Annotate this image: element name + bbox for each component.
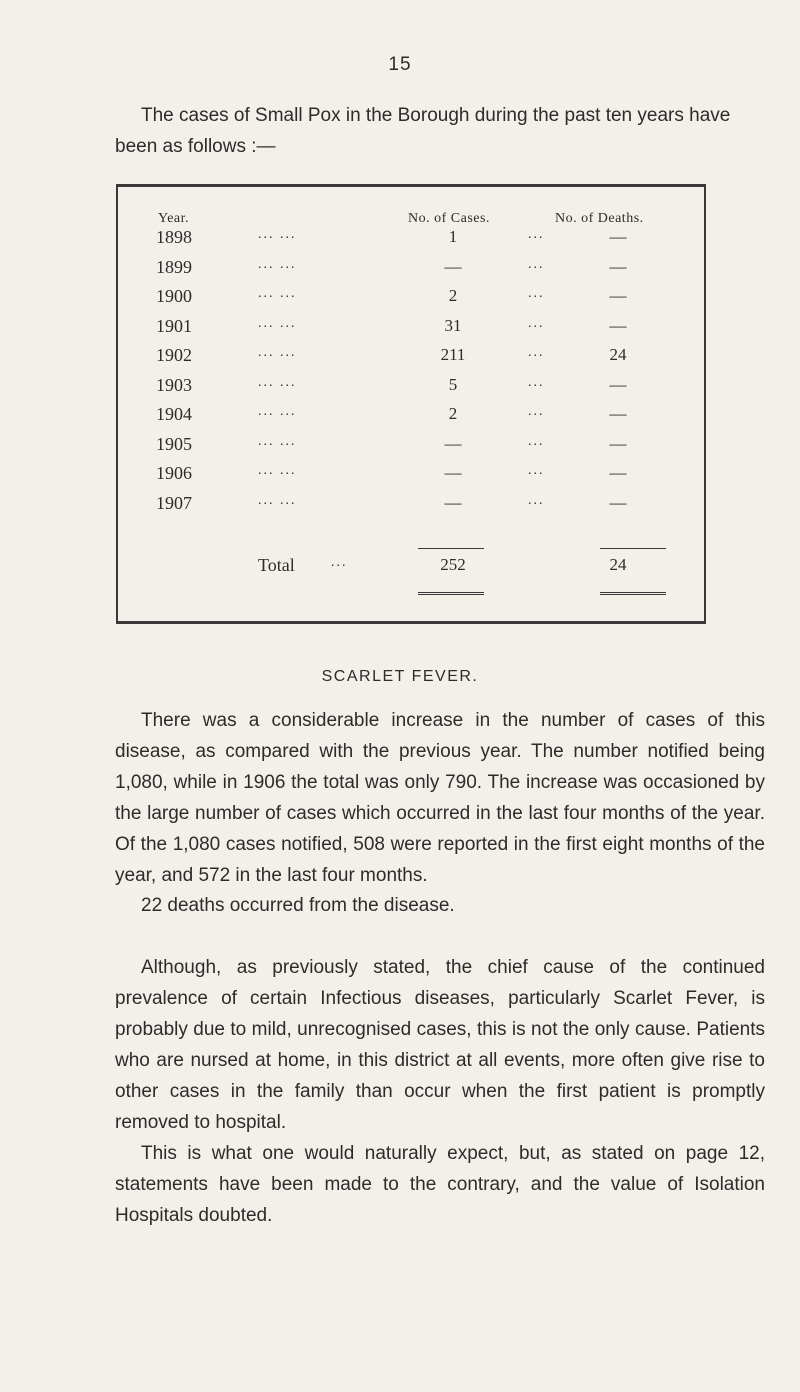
total-cases: 252 xyxy=(440,555,466,574)
table-row xyxy=(118,404,704,434)
page-number: 15 xyxy=(388,54,412,75)
cases-subtotal-rule xyxy=(418,548,484,549)
leader-dots: ... xyxy=(528,256,545,272)
deaths-cell: — xyxy=(609,433,627,453)
year-cell: 1900 xyxy=(156,286,192,306)
leader-dots: ... xyxy=(528,374,545,390)
leader-dots: ... ... xyxy=(258,227,297,242)
year-cell: 1901 xyxy=(156,315,192,336)
table-row xyxy=(118,257,704,287)
leader-dots: ... ... xyxy=(258,256,297,272)
cases-cell: 2 xyxy=(448,286,458,305)
header-cases: No. of Cases. xyxy=(408,211,490,226)
leader-dots: ... ... xyxy=(258,286,297,301)
cases-cell: — xyxy=(444,256,462,276)
deaths-cell: — xyxy=(609,227,627,246)
leader-dots: ... xyxy=(528,286,545,301)
leader-dots: ... xyxy=(528,463,545,478)
cases-cell: 5 xyxy=(448,374,458,394)
table-row xyxy=(118,316,704,346)
leader-dots: ... ... xyxy=(258,404,297,419)
paragraph-1: There was a considerable increase in the number of cases of this disease, as compared with the previous year. The number notified being 1,080, while in 1906 the total was only 790. The increase was occasioned by the large number of cases which occurred in the last four months of the year. Of the 1,080 cases notified, 508 were reported in the first eight months of the year, and 572 in the last four months. xyxy=(115,710,765,886)
year-cell: 1899 xyxy=(156,256,192,277)
cases-cell: — xyxy=(444,463,462,482)
header-year: Year. xyxy=(158,211,190,226)
cases-total-double-rule xyxy=(418,592,484,595)
leader-dots: ... xyxy=(528,492,545,508)
paragraph-3: Although, as previously stated, the chief cause of the continued prevalence of certain Infectious diseases, particularly Scarlet Fever, is probably due to mild, unrecognised cases, this is not the only cause. Patients who are nursed at home, in this district at all events, more often give rise to other cases in the family than occur when the first patient is promptly removed to hospital. xyxy=(115,957,765,1133)
deaths-cell: — xyxy=(609,404,627,423)
year-cell: 1898 xyxy=(156,227,192,247)
leader-dots: ... xyxy=(528,345,545,360)
cases-cell: 31 xyxy=(444,315,462,335)
leader-dots: ... xyxy=(528,404,545,419)
leader-dots: ... ... xyxy=(258,463,297,478)
deaths-total-double-rule xyxy=(600,592,666,595)
leader-dots: ... xyxy=(528,315,545,331)
deaths-cell: 24 xyxy=(609,345,627,364)
total-row xyxy=(118,555,704,585)
table-row xyxy=(118,375,704,405)
year-cell: 1906 xyxy=(156,463,192,483)
deaths-cell: — xyxy=(609,463,627,482)
paragraph-4: This is what one would naturally expect, but, as stated on page 12, statements have been made to the contrary, and the value of Isolation Hospitals doubted. xyxy=(115,1143,765,1226)
year-cell: 1907 xyxy=(156,492,192,513)
smallpox-table xyxy=(116,184,706,624)
leader-dots: ... ... xyxy=(258,492,297,508)
deaths-subtotal-rule xyxy=(600,548,666,549)
paragraph-2: 22 deaths occurred from the disease. xyxy=(141,895,455,916)
leader-dots: ... ... xyxy=(258,345,297,360)
table-row xyxy=(118,227,704,257)
leader-dots: ... xyxy=(528,433,545,449)
deaths-cell: — xyxy=(609,286,627,305)
table-row xyxy=(118,434,704,464)
deaths-cell: — xyxy=(609,315,627,335)
table-row xyxy=(118,345,704,375)
cases-cell: 1 xyxy=(448,227,458,246)
leader-dots: ... ... xyxy=(258,433,297,449)
total-label: Total xyxy=(258,555,295,575)
table-row xyxy=(118,493,704,523)
year-cell: 1905 xyxy=(156,433,192,454)
deaths-cell: — xyxy=(609,256,627,276)
deaths-cell: — xyxy=(609,492,627,512)
cases-cell: 211 xyxy=(440,345,466,364)
leader-dots: ... xyxy=(528,227,545,242)
cases-cell: — xyxy=(444,433,462,453)
leader-dots: ... ... xyxy=(258,315,297,331)
cases-cell: — xyxy=(444,492,462,512)
header-deaths: No. of Deaths. xyxy=(555,211,644,226)
year-cell: 1902 xyxy=(156,345,192,365)
table-row xyxy=(118,286,704,316)
leader-dots: ... xyxy=(331,555,348,570)
deaths-cell: — xyxy=(609,374,627,394)
section-heading: SCARLET FEVER. xyxy=(321,668,479,685)
year-cell: 1904 xyxy=(156,404,192,424)
leader-dots: ... ... xyxy=(258,374,297,390)
intro-text: The cases of Small Pox in the Borough during the past ten years have been as follows :— xyxy=(115,105,731,157)
total-deaths: 24 xyxy=(609,555,627,574)
table-row xyxy=(118,463,704,493)
year-cell: 1903 xyxy=(156,374,192,395)
cases-cell: 2 xyxy=(448,404,458,423)
